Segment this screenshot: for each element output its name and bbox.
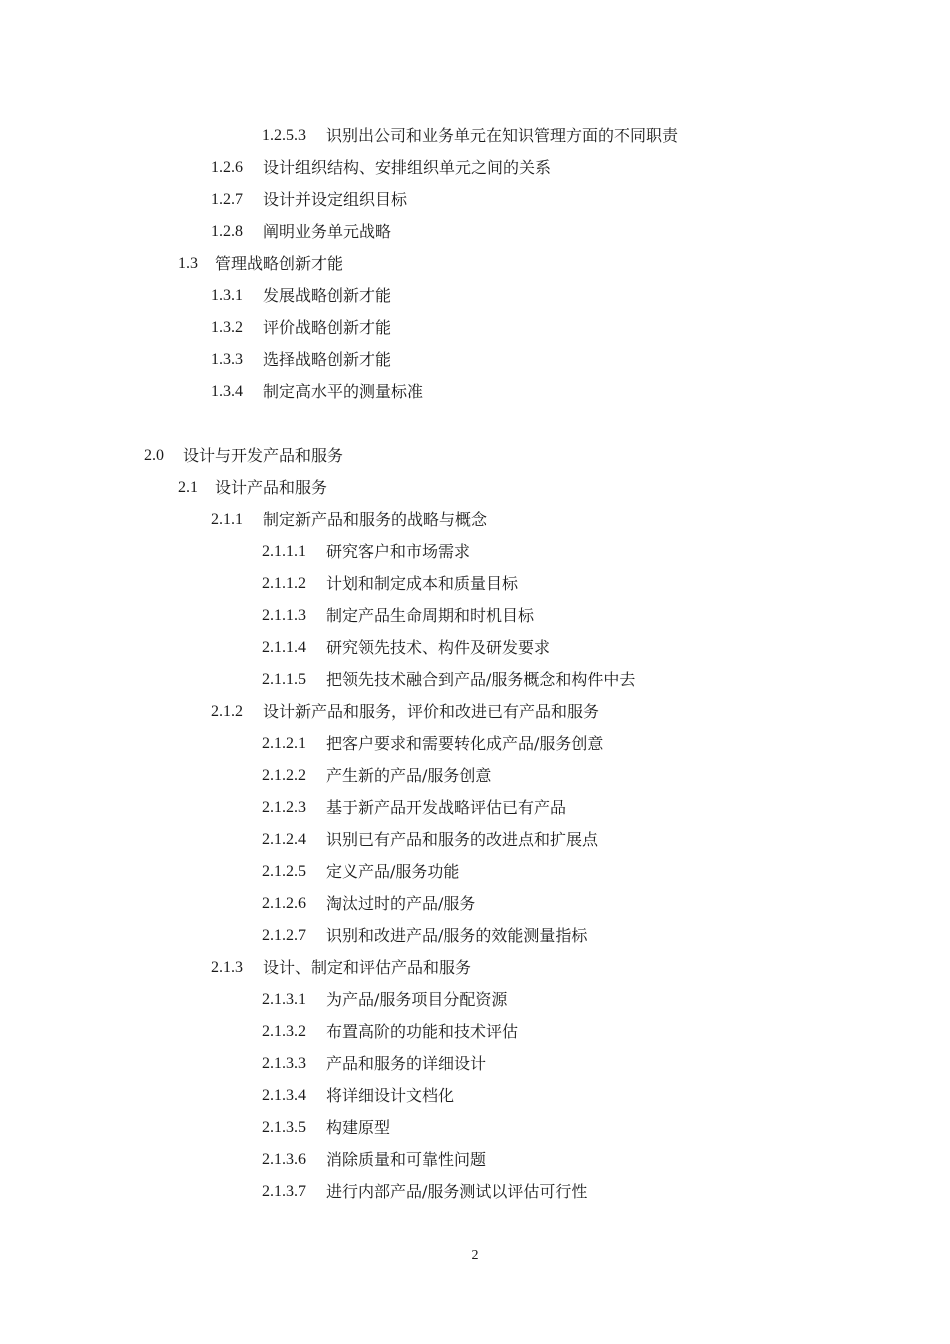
outline-item-number: 1.2.6 [211, 159, 243, 176]
outline-item [0, 280, 950, 312]
outline-item [0, 120, 950, 152]
outline-item-text: 消除质量和可靠性问题 [326, 1150, 487, 1169]
outline-item-text: 设计并设定组织目标 [263, 190, 408, 209]
outline-item-text: 识别出公司和业务单元在知识管理方面的不同职责 [326, 126, 679, 145]
outline-item-text: 产品和服务的详细设计 [326, 1054, 487, 1073]
outline-item [0, 1080, 950, 1112]
outline-item [0, 824, 950, 856]
outline-item-number: 2.1.2.7 [262, 927, 306, 944]
outline-item-text: 发展战略创新才能 [263, 286, 392, 305]
outline-item-number: 2.1.1 [211, 511, 243, 528]
outline-item-number: 2.1.1.3 [262, 607, 306, 624]
outline-item-text: 计划和制定成本和质量目标 [326, 574, 519, 593]
outline-item [0, 920, 950, 952]
outline-item-text: 基于新产品开发战略评估已有产品 [326, 798, 567, 817]
outline-item-number: 2.1.3.1 [262, 991, 306, 1008]
outline-item-number: 2.1.2.5 [262, 863, 306, 880]
outline-item [0, 1112, 950, 1144]
outline-item [0, 1176, 950, 1208]
outline-item [0, 664, 950, 696]
outline-item [0, 984, 950, 1016]
outline-item [0, 376, 950, 408]
outline-item [0, 152, 950, 184]
outline-item-text: 制定产品生命周期和时机目标 [326, 606, 535, 625]
outline-item-number: 1.3.3 [211, 351, 243, 368]
outline-item [0, 632, 950, 664]
outline-item [0, 1144, 950, 1176]
outline-item-number: 1.3.4 [211, 383, 243, 400]
outline-item-number: 2.1.3 [211, 959, 243, 976]
outline-item-number: 2.1.3.3 [262, 1055, 306, 1072]
outline-item-number: 2.1.3.6 [262, 1151, 306, 1168]
outline-item-text: 淘汰过时的产品/服务 [326, 894, 476, 913]
outline-item [0, 856, 950, 888]
page-number: 2 [471, 1248, 479, 1263]
outline-item [0, 504, 950, 536]
outline-item-number: 1.3 [178, 255, 198, 272]
outline-item-text: 进行内部产品/服务测试以评估可行性 [326, 1182, 588, 1201]
outline-item-text: 把领先技术融合到产品/服务概念和构件中去 [326, 670, 636, 689]
outline-item-number: 2.1.2.1 [262, 735, 306, 752]
outline-item [0, 760, 950, 792]
outline-item [0, 888, 950, 920]
outline-item-number: 2.1.1.2 [262, 575, 306, 592]
outline-item-text: 识别和改进产品/服务的效能测量指标 [326, 926, 588, 945]
outline-item-text: 研究领先技术、构件及研发要求 [326, 638, 551, 657]
outline-item-number: 2.1 [178, 479, 198, 496]
outline-item-number: 1.3.2 [211, 319, 243, 336]
outline-item-number: 1.2.7 [211, 191, 243, 208]
outline-item-text: 设计产品和服务 [215, 478, 328, 497]
outline-item-number: 1.3.1 [211, 287, 243, 304]
outline-item-number: 2.0 [144, 447, 164, 464]
outline-item-text: 将详细设计文档化 [326, 1086, 455, 1105]
outline-item [0, 216, 950, 248]
outline-item-text: 管理战略创新才能 [215, 254, 344, 273]
outline-item [0, 472, 950, 504]
outline-item-number: 2.1.2 [211, 703, 243, 720]
outline-item-number: 2.1.2.6 [262, 895, 306, 912]
outline-item-number: 1.2.5.3 [262, 127, 306, 144]
outline-item [0, 600, 950, 632]
outline-item [0, 728, 950, 760]
outline-item-text: 识别已有产品和服务的改进点和扩展点 [326, 830, 599, 849]
outline-item-number: 2.1.3.4 [262, 1087, 306, 1104]
outline-item-text: 制定新产品和服务的战略与概念 [263, 510, 488, 529]
outline-item-number: 2.1.3.5 [262, 1119, 306, 1136]
outline-item [0, 952, 950, 984]
outline-item-number: 2.1.3.7 [262, 1183, 306, 1200]
outline-item [0, 792, 950, 824]
outline-item-text: 构建原型 [326, 1118, 391, 1137]
outline-item-text: 布置高阶的功能和技术评估 [326, 1022, 519, 1041]
outline-item-text: 为产品/服务项目分配资源 [326, 990, 508, 1009]
outline-item-number: 2.1.1.4 [262, 639, 306, 656]
outline-item-text: 研究客户和市场需求 [326, 542, 471, 561]
outline-item [0, 568, 950, 600]
outline-item [0, 1048, 950, 1080]
outline-item-text: 设计新产品和服务，评价和改进已有产品和服务 [263, 702, 600, 721]
outline-item-text: 阐明业务单元战略 [263, 222, 392, 241]
outline-item-text: 设计组织结构、安排组织单元之间的关系 [263, 158, 552, 177]
outline-item [0, 440, 950, 472]
outline-item-text: 产生新的产品/服务创意 [326, 766, 492, 785]
outline-item-text: 设计、制定和评估产品和服务 [263, 958, 472, 977]
outline-item-number: 2.1.1.1 [262, 543, 306, 560]
outline-item-text: 定义产品/服务功能 [326, 862, 460, 881]
outline-item [0, 312, 950, 344]
outline-item-number: 2.1.2.4 [262, 831, 306, 848]
outline-item-text: 把客户要求和需要转化成产品/服务创意 [326, 734, 604, 753]
outline-item [0, 248, 950, 280]
outline-item-text: 制定高水平的测量标准 [263, 382, 424, 401]
outline-list [0, 120, 950, 1208]
outline-item [0, 536, 950, 568]
outline-item-text: 设计与开发产品和服务 [183, 446, 344, 465]
outline-item [0, 1016, 950, 1048]
outline-item [0, 344, 950, 376]
outline-item-number: 2.1.1.5 [262, 671, 306, 688]
outline-item [0, 696, 950, 728]
outline-item-text: 选择战略创新才能 [263, 350, 392, 369]
outline-item-text: 评价战略创新才能 [263, 318, 392, 337]
outline-item-number: 1.2.8 [211, 223, 243, 240]
outline-item [0, 184, 950, 216]
outline-item-number: 2.1.3.2 [262, 1023, 306, 1040]
outline-item-number: 2.1.2.2 [262, 767, 306, 784]
outline-item-number: 2.1.2.3 [262, 799, 306, 816]
